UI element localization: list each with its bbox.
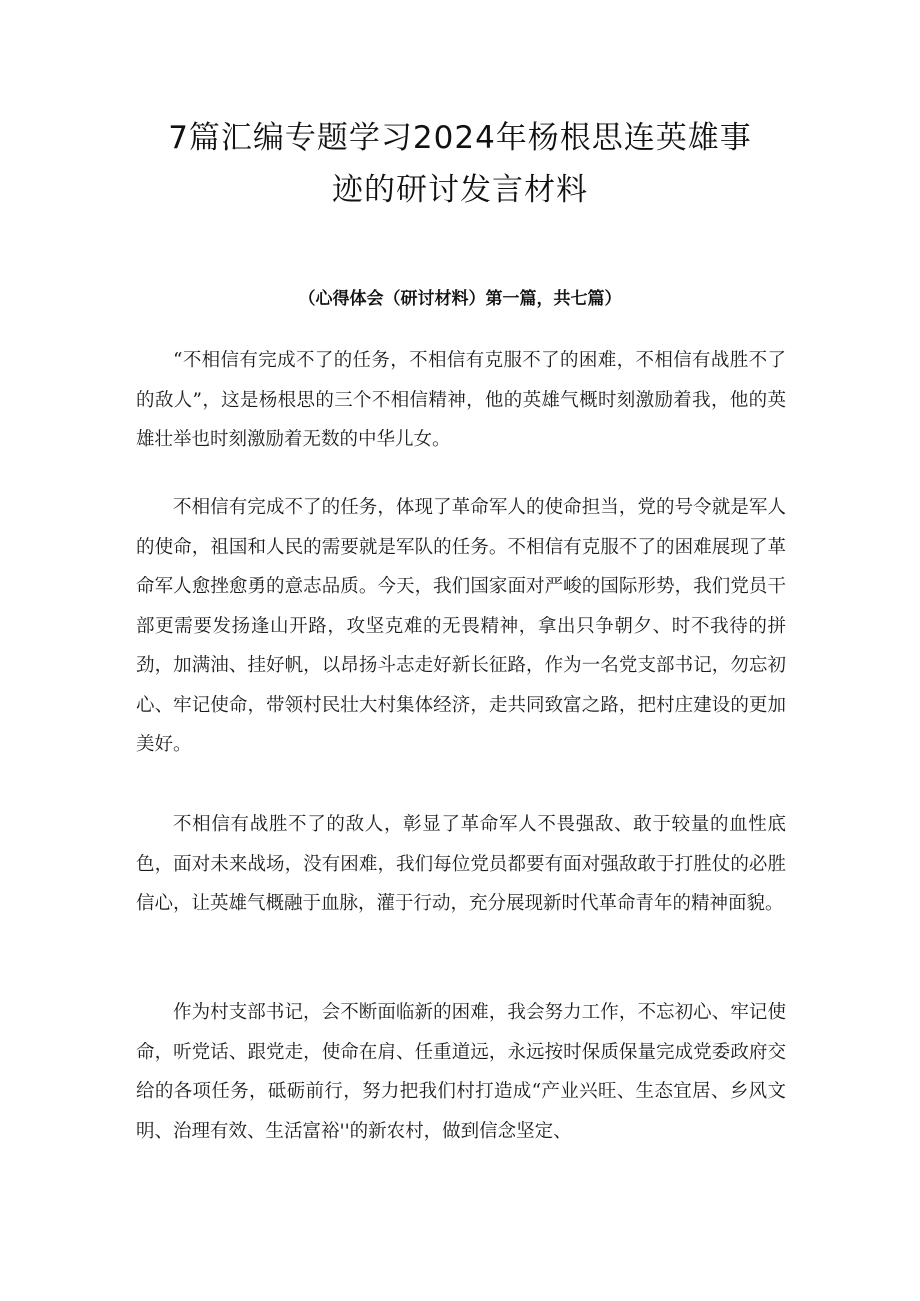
paragraph-3: 不相信有战胜不了的敌人，彰显了革命军人不畏强敌、敢于较量的血性底色，面对未来战场，没有困难，我们每位党员都要有面对强敌敢于打胜仗的必胜信心，让英雄气概融于血脉，灌于行动，充分展现新时代革命青年的精神面貌。 [136, 814, 786, 914]
title-line-2: 迹的研讨发言材料 [332, 172, 588, 208]
document-title [120, 112, 800, 216]
section-subtitle: （心得体会（研讨材料）第一篇，共七篇） [298, 289, 622, 309]
paragraph-2: 不相信有完成不了的任务，体现了革命军人的使命担当，党的号令就是军人的使命，祖国和人民的需要就是军队的任务。不相信有克服不了的困难展现了革命军人愈挫愈勇的意志品质。今天，我们国家面对严峻的国际形势，我们党员干部更需要发扬逢山开路，攻坚克难的无畏精神，拿出只争朝夕、时不我待的拼劲，加满油、挂好帆，以昂扬斗志走好新长征路，作为一名党支部书记，勿忘初心、牢记使命，带领村民壮大村集体经济，走共同致富之路，把村庄建设的更加美好。 [136, 497, 786, 755]
paragraph-4: 作为村支部书记，会不断面临新的困难，我会努力工作，不忘初心、牢记使命，听党话、跟党走，使命在肩、任重道远，永远按时保质保量完成党委政府交给的各项任务，砥砺前行，努力把我们村打造成“产业兴旺、生态宜居、乡风文明、治理有效、生活富裕''的新农村，做到信念坚定、 [136, 1002, 786, 1142]
title-line-1: 7篇汇编专题学习2024年杨根思连英雄事 [168, 120, 752, 156]
paragraph-1: “不相信有完成不了的任务，不相信有克服不了的困难，不相信有战胜不了的敌人”，这是杨根思的三个不相信精神，他的英雄气概时刻激励着我，他的英雄壮举也时刻激励着无数的中华儿女。 [136, 350, 786, 450]
